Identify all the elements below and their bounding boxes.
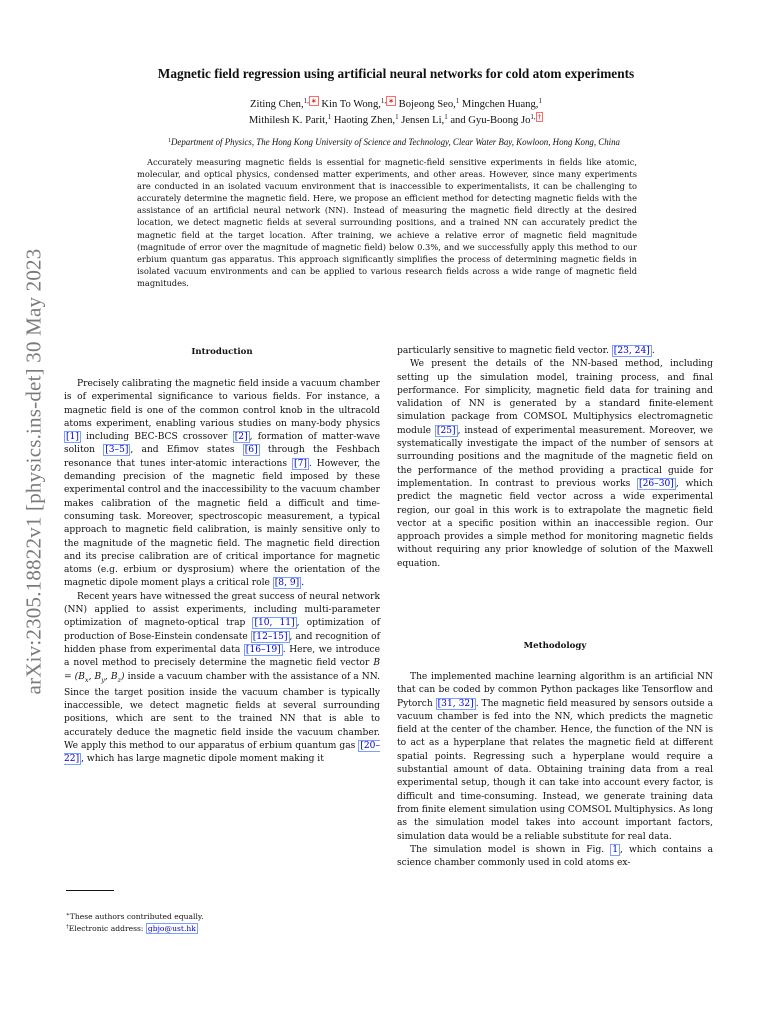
author-name: Kin To Wong, [318, 99, 381, 110]
citation-link[interactable]: [8, 9] [274, 578, 300, 589]
citation-link[interactable]: [12–15] [252, 631, 288, 642]
author-affiliation-mark: 1 [395, 113, 399, 121]
text-run: . Here, we introduce a novel method to precisely determine the magnetic field vector [64, 644, 380, 669]
author-name: Bojeong Seo, [396, 99, 456, 110]
text-run: inside a vacuum chamber with the assistance of a NN. Since the target position inside the vacuum chamber is typically inaccessible, we detect magnetic fields at several surrounding positions, which are sent to the trained NN that is able to accurately deduce the magnetic field inside the vacuum chamber. We apply this method to our apparatus of erbium quantum gas [64, 671, 380, 751]
introduction-body [64, 378, 380, 766]
author-footnote-link[interactable]: ∗ [388, 97, 395, 105]
text-run: including BEC-BCS crossover [80, 432, 233, 443]
author-affiliation-mark: 1 [327, 113, 332, 121]
author-affiliation-mark: 1, † [530, 113, 542, 121]
text-run: , which contains a science chamber commonly used in cold atoms ex- [397, 844, 714, 869]
citation-link[interactable]: [26–30] [639, 478, 674, 489]
citation-link[interactable]: [7] [294, 458, 307, 469]
paragraph [64, 378, 380, 591]
math-expression: , B [88, 671, 102, 682]
author-affiliation-mark: 1, ∗ [380, 97, 395, 105]
methodology-body [397, 671, 713, 870]
footnote-email: †Electronic address: gbjo@ust.hk [66, 924, 196, 933]
author-list [110, 97, 682, 129]
footnote-star-mark: ∗ [66, 912, 70, 918]
citation-link[interactable]: [25] [436, 425, 456, 436]
text-run: , which predict the magnetic field vector across a wide experimental region, our goal in this work is to extrapolate the magnetic field vector at a specific position within an inaccessible region. Our approach provides a simple method for monitoring magnetic fields without requiring any prior knowledge of solution of the Maxwell equation. [397, 478, 713, 569]
author-name: Mithilesh K. Parit, [248, 115, 328, 126]
footnote-dagger-mark: † [66, 924, 69, 930]
citation-link[interactable]: [16–19] [245, 644, 281, 655]
text-run: through the Feshbach resonance that tunes inter-atomic interactions [64, 445, 381, 469]
footnotes [66, 911, 366, 935]
text-run: The simulation model is shown in Fig. [410, 844, 611, 855]
text-run: Recent years have witnessed the great success of neural network (NN) applied to assist experiments, including multi-parameter optimization of magneto-optical trap [64, 591, 380, 629]
section-heading-methodology: Methodology [523, 641, 587, 651]
author-name: Haoting Zhen, [331, 115, 396, 126]
paragraph [64, 591, 380, 767]
text-run: Precisely calibrating the magnetic field inside a vacuum chamber is of experimental significance to various fields. For instance, a magnetic field is one of the common control knob in the ultracold atoms experiment, enabling various studies on many-body physics [64, 379, 380, 429]
author-affiliation-mark: 1 [538, 97, 542, 105]
text-run: . However, the demanding precision of the magnetic field imposed by these experimental control and the inaccessibility to the vacuum chamber makes calibration of the magnetic field a difficult and time-consuming task. Moreover, spectroscopic measurement, a typical approach to magnetic field calibration, is mainly sensitive only to the magnitude of the magnetic field. The magnetic field direction and its precise calibration are of critical importance for magnetic atoms (e.g. erbium or dysprosium) where the orientation of the magnetic dipole moment plays a critical role [64, 458, 380, 589]
author-affiliation-mark: 1 [455, 97, 460, 105]
math-expression: B = (B [64, 658, 380, 682]
citation-link[interactable]: 1 [612, 844, 619, 855]
text-run: . The magnetic field measured by sensors outside a vacuum chamber is fed into the NN, which predicts the magnetic field at the center of the chamber. Hence, the function of the NN is to act as a hyperplane that relates the magnetic field at different spatial points. Regressing such a hyperplane would require a substantial amount of data. Obtaining training data from a real experimental setup, though it can take into account every factor, is difficult and time-consuming. Instead, we generate training data from finite element simulation using COMSOL Multiphysics. As long as the simulation model takes into account important factors, simulation data would be a reliable substitute for real data. [397, 698, 713, 842]
footnote-equal-contribution: ∗These authors contributed equally. [66, 912, 204, 921]
author-name: Mingchen Huang, [459, 99, 539, 110]
citation-link[interactable]: [20–22] [64, 740, 380, 765]
text-run: , optimization of production of Bose-Einstein condensate [64, 618, 380, 642]
author-affiliation-mark: 1 [444, 113, 448, 121]
citation-link[interactable]: [6] [244, 445, 258, 456]
text-run: . [301, 578, 305, 589]
author-footnote-link[interactable]: † [537, 113, 542, 121]
paragraph [397, 844, 713, 871]
author-name: Jensen Li, [398, 115, 445, 126]
text-run: , formation of matter-wave soliton [64, 432, 380, 456]
right-column-intro-body [397, 345, 713, 571]
text-run: , instead of experimental measurement. Moreover, we systematically investigate the impact of the number of sensors at surrounding positions and the magnitude of the magnetic field on the performance of the method providing a practical guide for implementation. In contrast to previous works [397, 425, 713, 489]
text-run: , and recognition of hidden phase from experimental data [64, 631, 380, 655]
text-run: The implemented machine learning algorithm is an artificial NN that can be coded by common Python packages like Tensorflow and Pytorch [397, 672, 713, 709]
arxiv-identifier-text: arXiv:2305.18822v1 [physics.ins-det] 30 May 2023 [21, 248, 46, 694]
citation-link[interactable]: [10, 11] [254, 618, 295, 629]
citation-link[interactable]: [23, 24] [613, 346, 650, 356]
abstract: Accurately measuring magnetic fields is essential for magnetic-field sensitive experiments in fields like atomic, molecular, and optical physics, condensed matter experiments, and other areas. However, since many experiments are conducted in an isolated vacuum environment that is inaccessible to experimentalists, it can be challenging to accurately determine the magnetic field. Here, we propose an efficient method for detecting magnetic fields with the assistance of an artificial neural network (NN). Instead of measuring the magnetic field directly at the desired location, we detect magnetic fields at several surrounding positions, and a trained NN can accurately predict the magnetic field at the target location. After training, we achieve a relative error of magnetic field magnitude (magnitude of error over the magnitude of magnetic field) below 0.3%, and we successfully apply this method to our erbium quantum gas apparatus. This approach significantly simplifies the process of determining magnetic fields in isolated vacuum environments and can be applied to various research fields across a wide range of magnetic field magnitudes. [137, 157, 637, 288]
author-name: Ziting Chen, [250, 99, 304, 110]
math-expression: , B [104, 671, 118, 682]
author-affiliation-mark: 1, ∗ [303, 97, 317, 105]
footnote-divider [66, 890, 114, 891]
email-link[interactable]: gbjo@ust.hk [147, 924, 196, 933]
author-name: and Gyu-Boong Jo [447, 115, 531, 126]
arxiv-identifier-stamp [14, 236, 54, 706]
text-run: We present the details of the NN-based method, including setting up the simulation model, training process, and final performance. For simplicity, magnetic field data for training and validation of NN is generated by a standard finite-element simulation package from COMSOL Multiphysics electromagnetic module [397, 359, 713, 436]
affiliation-number: 1 [168, 138, 171, 144]
text-run: , and Efimov states [130, 445, 243, 456]
affiliation-text: Department of Physics, The Hong Kong University of Science and Technology, Clear Water Bay, Kowloon, Hong Kong, China [171, 137, 620, 147]
paragraph [397, 671, 713, 844]
author-line-1 [110, 97, 682, 113]
paragraph [397, 358, 713, 571]
math-subscript: x [84, 675, 89, 684]
math-expression: ) [121, 671, 125, 682]
text-run: , which has large magnetic dipole moment making it [81, 754, 324, 765]
paper-title: Magnetic field regression using artificial neural networks for cold atom experiments [157, 66, 635, 81]
text-run: particularly sensitive to magnetic field vector. [397, 346, 612, 356]
section-heading-introduction: Introduction [191, 347, 253, 357]
author-line-2 [110, 113, 682, 129]
math-subscript: y [101, 675, 105, 684]
text-run: . [651, 346, 655, 356]
author-footnote-link[interactable]: ∗ [310, 97, 317, 105]
citation-link[interactable]: [31, 32] [437, 698, 474, 709]
citation-link[interactable]: [3–5] [105, 445, 129, 456]
affiliation [64, 137, 724, 147]
paragraph [397, 345, 713, 358]
math-subscript: z [117, 675, 121, 684]
citation-link[interactable]: [2] [234, 432, 248, 443]
citation-link[interactable]: [1] [66, 432, 79, 443]
